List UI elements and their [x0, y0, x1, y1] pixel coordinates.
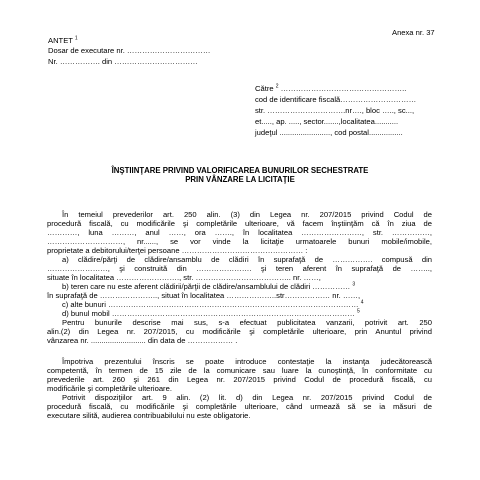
paragraph-line: vânzarea nr. .......................... din data de ……………… .	[47, 336, 238, 345]
paragraph-line: alin.(2) din Legea nr. 207/2015, cu modificările şi completările ulterioare, prin Anuntul privind	[47, 327, 432, 336]
paragraph-line: modificările şi completările ulterioare.	[47, 384, 172, 393]
paragraph-line: Pentru bunurile descrise mai sus, s-a efectuat publicitatea vanzarii, potrivit art. 250	[62, 318, 432, 327]
footnote-marker: 3	[352, 281, 356, 288]
item-d-text: d) bunul mobil ……………………………………………………………………………………	[62, 309, 355, 318]
footnote-marker: 2	[275, 83, 279, 90]
footnote-marker: 5	[356, 308, 360, 315]
paragraph-line: Potrivit dispoziţiilor art. 9 alin. (2) lit. d) din Legea nr. 207/2015 privind Codul de	[62, 393, 432, 402]
judet-line: judeţul ........................, cod postal................	[255, 128, 403, 137]
item-a-line: a) clădire/părţi de clădire/ansamblu de clădiri în suprafaţă de ……………. compusă din	[62, 255, 432, 264]
numar-din: Nr. ……………. din ……………………………	[48, 57, 198, 66]
etaj-line: et....., ap. ....., sector.......,localitatea...........	[255, 117, 399, 126]
item-d-line	[62, 309, 360, 318]
catre-line	[255, 84, 406, 93]
paragraph-line: procedură fiscală, cu modificările şi completările ulterioare, vă facem înştiinţăm că în ziua de	[47, 219, 432, 228]
cod-fiscal-line: cod de identificare fiscală…………………………	[255, 95, 417, 104]
street-line: str. ………………………….nr…., bloc ….., sc...,	[255, 106, 415, 115]
item-c-text: c) alte bunuri ………………………………………………………………………………………	[62, 300, 359, 309]
annex-number: Anexa nr. 37	[392, 28, 435, 37]
item-c-line	[62, 300, 364, 309]
item-a-line: situate în localitatea ……………………., str. ……………………………….. nr. ……,	[47, 273, 321, 282]
document-title-line2: PRIN VÂNZARE LA LICITAŢIE	[185, 175, 295, 184]
antet-label	[48, 36, 78, 45]
item-b-line	[62, 282, 355, 291]
item-b-line: în suprafaţă de ………………….., situat în localitatea ………………..str……………… nr. ……,	[47, 291, 361, 300]
paragraph-line: executare silită, audierea contribuabilului nu este obligatorie.	[47, 411, 251, 420]
paragraph-line: procedură fiscală, cu modificările şi completările ulterioare, când urmează să se ia măsuri de	[47, 402, 432, 411]
dosar-executare: Dosar de executare nr. ……………………………	[48, 46, 211, 55]
paragraph-line: …………, luna ………, anul ……, ora ……., în localitatea ……………………, str. ……………,	[47, 228, 432, 237]
item-b-text: b) teren care nu este aferent clădirii/părţii de clădire/ansamblului de clădiri ……………	[62, 282, 351, 291]
footnote-marker: 1	[74, 35, 78, 42]
paragraph-line: În temeiul prevederilor art. 250 alin. (3) din Legea nr. 207/2015 privind Codul de	[62, 210, 432, 219]
antet-text: ANTET	[48, 36, 73, 45]
paragraph-line: …………………………, nr......, se vor vinde la licitaţie urmatoarele bunuri mobile/imobile,	[47, 237, 432, 246]
catre-label: Către	[255, 84, 274, 93]
catre-dots: …………………………………………..	[280, 84, 407, 93]
item-a-line: ……………………, şi construită din …………………. şi teren aferent în suprafaţă de ……..,	[47, 264, 432, 273]
paragraph-line: competentă, în termen de 15 zile de la comunicare sau luare la cunoştinţă, în conformitate cu	[47, 366, 432, 375]
paragraph-line: prevederile art. 260 şi 261 din Legea nr. 207/2015 privind Codul de procedură fiscală, cu	[47, 375, 432, 384]
footnote-marker: 4	[360, 299, 364, 306]
document-title-line1: ÎNŞTIINŢARE PRIVIND VALORIFICAREA BUNURILOR SECHESTRATE	[111, 166, 369, 175]
paragraph-line: proprietate a debitorului/terţei persoane ………………………………………… :	[47, 246, 308, 255]
paragraph-line: Împotriva prezentului înscris se poate introduce contestaţie la instanţa judecătorească	[62, 357, 432, 366]
